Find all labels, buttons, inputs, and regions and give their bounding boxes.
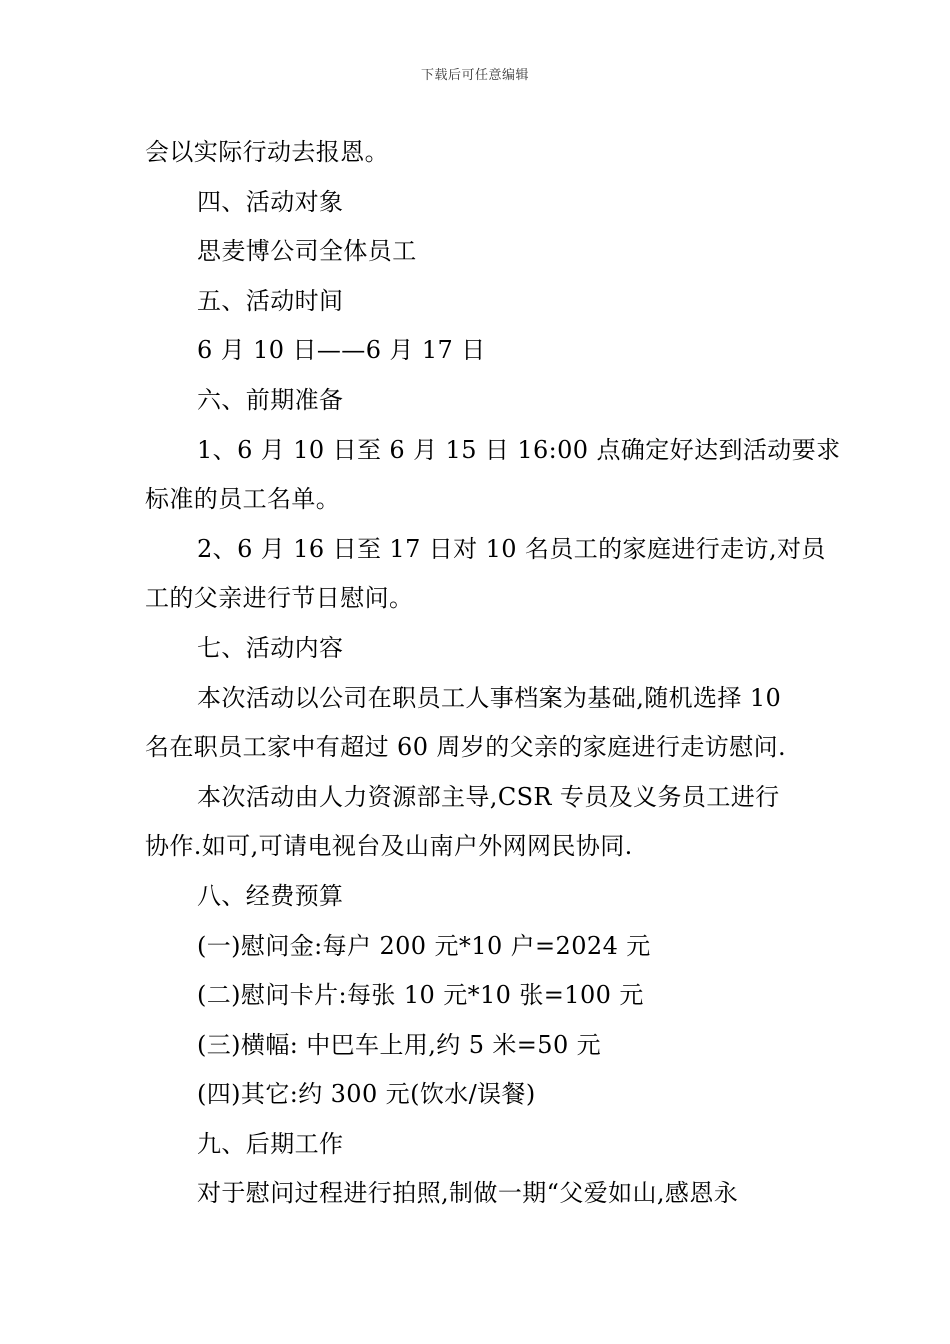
text-line: 本次活动由人力资源部主导,CSR 专员及义务员工进行 xyxy=(197,782,780,811)
text-line: 工的父亲进行节日慰问。 xyxy=(145,584,414,613)
section-heading: 四、活动对象 xyxy=(197,187,344,216)
budget-item: (二)慰问卡片:每张 10 元*10 张=100 元 xyxy=(197,981,644,1010)
document-body xyxy=(145,128,841,1219)
budget-item: (三)横幅: 中巴车上用,约 5 米=50 元 xyxy=(197,1030,602,1059)
text-line: 协作.如可,可请电视台及山南户外网网民协同. xyxy=(145,832,633,861)
text-line: 思麦博公司全体员工 xyxy=(197,237,417,266)
text-line: 6 月 10 日——6 月 17 日 xyxy=(197,336,486,365)
budget-item: (一)慰问金:每户 200 元*10 户=2024 元 xyxy=(197,931,651,960)
section-heading: 八、经费预算 xyxy=(197,881,344,910)
section-heading: 九、后期工作 xyxy=(197,1129,344,1158)
budget-item: (四)其它:约 300 元(饮水/误餐) xyxy=(197,1080,536,1109)
text-line: 本次活动以公司在职员工人事档案为基础,随机选择 10 xyxy=(197,683,782,712)
text-line: 2、6 月 16 日至 17 日对 10 名员工的家庭进行走访,对员 xyxy=(197,534,826,563)
text-line: 会以实际行动去报恩。 xyxy=(145,138,389,166)
page-header-note: 下载后可任意编辑 xyxy=(420,68,529,83)
section-heading: 五、活动时间 xyxy=(197,286,344,315)
section-heading: 七、活动内容 xyxy=(197,633,344,662)
text-line: 标准的员工名单。 xyxy=(145,485,341,514)
text-line: 名在职员工家中有超过 60 周岁的父亲的家庭进行走访慰问. xyxy=(145,733,787,762)
section-heading: 六、前期准备 xyxy=(197,385,344,414)
text-line: 1、6 月 10 日至 6 月 15 日 16:00 点确定好达到活动要求 xyxy=(197,435,841,464)
text-line: 对于慰问过程进行拍照,制做一期“父爱如山,感恩永 xyxy=(197,1179,739,1208)
